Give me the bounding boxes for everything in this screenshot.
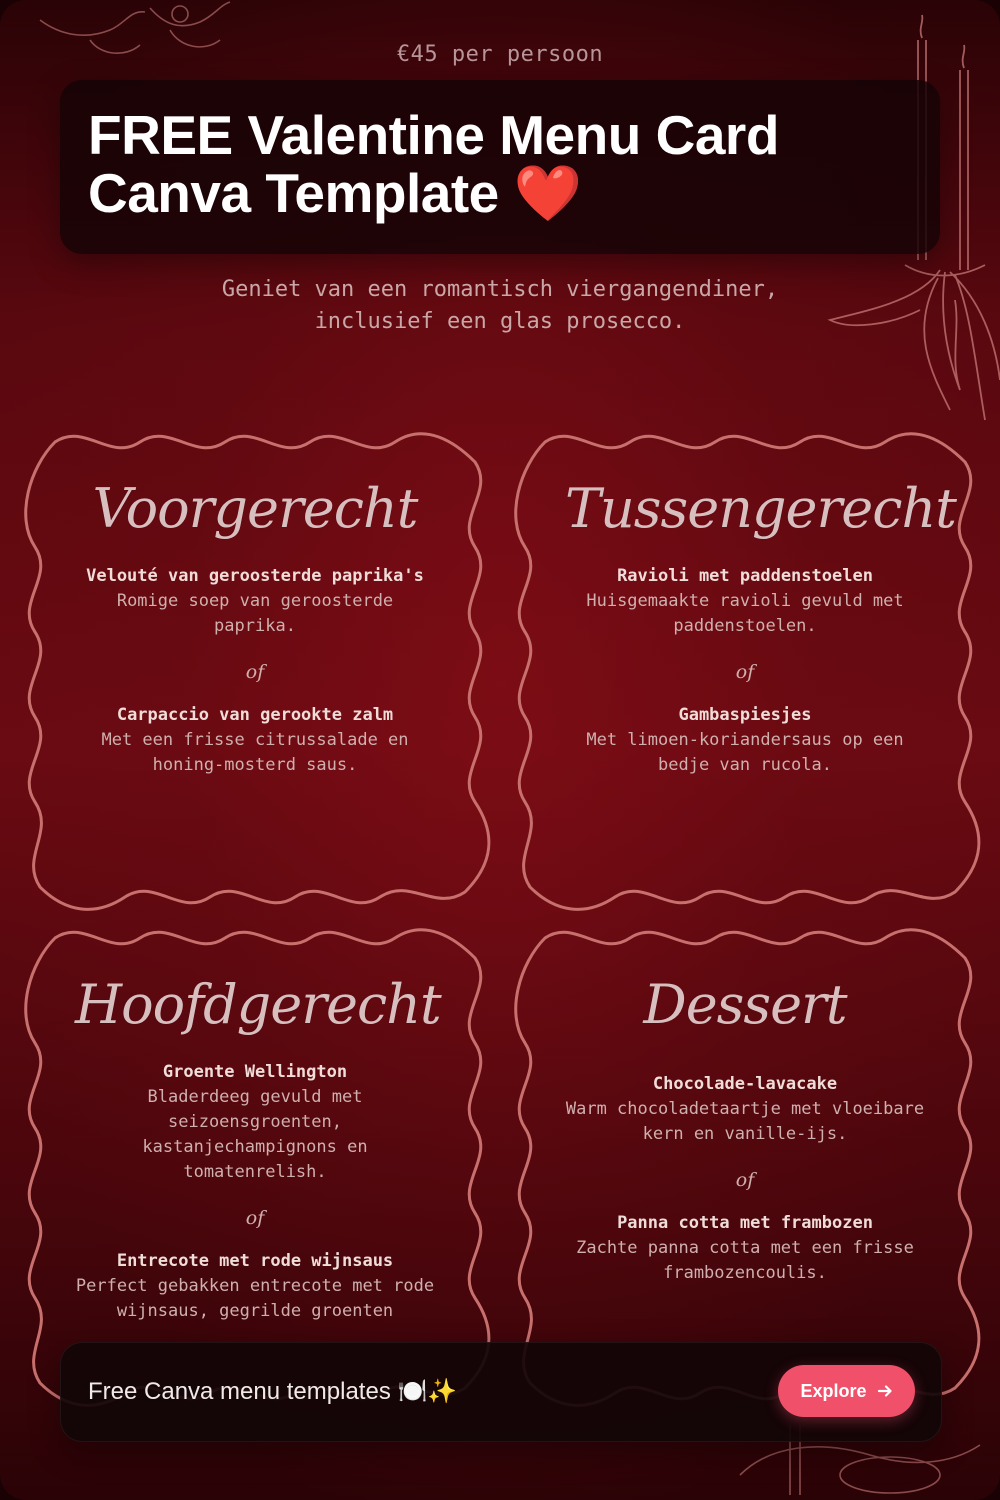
course-heading: Hoofdgerecht xyxy=(75,973,441,1036)
dish-name: Panna cotta met frambozen xyxy=(617,1213,873,1233)
dish-name: Carpaccio van gerookte zalm xyxy=(116,705,394,725)
price-per-person: €45 per persoon xyxy=(396,42,604,67)
or-separator: of xyxy=(245,661,265,683)
dish-name: Entrecote met rode wijnsaus xyxy=(116,1251,394,1271)
or-separator: of xyxy=(735,661,755,683)
dish-name: Chocolade-lavacake xyxy=(652,1074,838,1094)
pin-title-card[interactable] xyxy=(60,80,940,254)
course-heading: Dessert xyxy=(643,973,847,1036)
intro-line-1: Geniet van een romantisch viergangendiner, xyxy=(221,277,779,302)
pin-title: FREE Valentine Menu Card Canva Template ❤️ xyxy=(88,104,779,224)
dish-description: Met limoen-koriandersaus op een bedje van rucola. xyxy=(586,730,904,775)
course-panel-intermediate xyxy=(505,422,985,922)
explore-button[interactable] xyxy=(778,1365,915,1417)
explore-button-label: Explore xyxy=(800,1380,867,1401)
course-heading: Tussengerecht xyxy=(565,477,956,540)
dish-description: Huisgemaakte ravioli gevuld met paddenstoelen. xyxy=(586,591,904,636)
dish-description: Romige soep van geroosterde paprika. xyxy=(116,591,394,636)
intro-line-2: inclusief een glas prosecco. xyxy=(314,309,686,334)
dish-name: Groente Wellington xyxy=(162,1062,348,1082)
course-heading: Voorgerecht xyxy=(92,477,418,540)
course-panel-starter xyxy=(15,422,495,922)
dish-description: Zachte panna cotta met een frisse frambozencoulis. xyxy=(576,1238,914,1283)
dish-name: Velouté van geroosterde paprika's xyxy=(86,566,424,586)
bottom-cta-bar xyxy=(60,1342,942,1442)
dish-description: Bladerdeeg gevuld met seizoensgroenten, kastanjechampignons en tomatenrelish. xyxy=(142,1087,368,1182)
dish-description: Met een frisse citrussalade en honing-mosterd saus. xyxy=(101,730,409,775)
arrow-right-icon xyxy=(877,1383,893,1399)
dish-name: Gambaspiesjes xyxy=(678,705,812,725)
or-separator: of xyxy=(245,1207,265,1229)
dish-description: Warm chocoladetaartje met vloeibare kern en vanille-ijs. xyxy=(565,1099,925,1144)
dish-description: Perfect gebakken entrecote met rode wijnsaus, gegrilde groenten xyxy=(75,1276,435,1321)
or-separator: of xyxy=(735,1169,755,1191)
cta-label: Free Canva menu templates 🍽️✨ xyxy=(88,1378,458,1405)
menu-intro xyxy=(0,274,1000,338)
dish-name: Ravioli met paddenstoelen xyxy=(617,566,873,586)
